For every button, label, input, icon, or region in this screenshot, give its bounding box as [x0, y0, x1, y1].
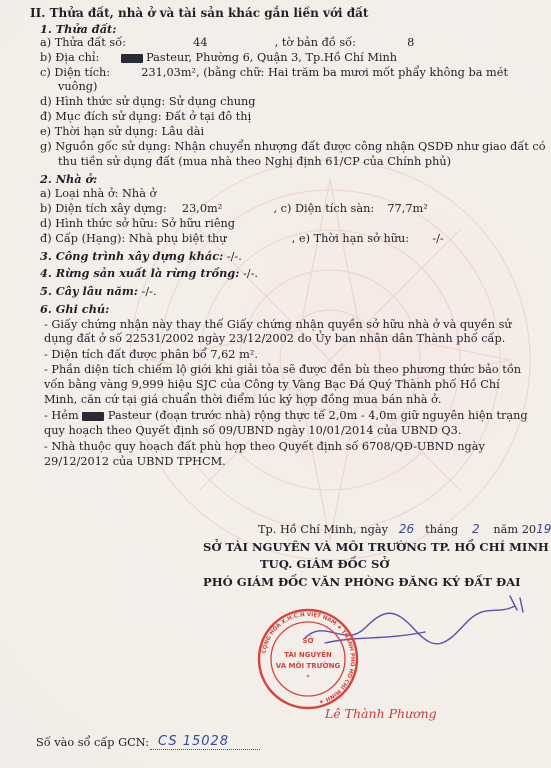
notes-heading: 6. Ghi chú: — [40, 302, 110, 316]
area-label: c) Diện tích: — [40, 66, 111, 79]
item-3-label: 3. Công trình xây dựng khác: — [40, 249, 224, 263]
issuing-org: SỞ TÀI NGUYÊN VÀ MÔI TRƯỜNG TP. HỒ CHÍ MINH — [203, 540, 549, 554]
section-title: II. Thửa đất, nhà ở và tài sản khác gắn liền với đất — [30, 6, 369, 20]
sign-month: 2 — [471, 522, 480, 536]
ownership-term-value: -/- — [432, 232, 444, 245]
land-heading: 1. Thửa đất: — [40, 22, 117, 36]
year-label: năm 20 — [493, 523, 537, 536]
item-3 — [40, 249, 242, 264]
note-line: Minh, căn cứ tại giá chuẩn thời điểm lúc ký hợp đồng mua bán nhà ở. — [44, 393, 442, 406]
svg-text:TÀI NGUYÊN: TÀI NGUYÊN — [284, 651, 332, 659]
place-date — [258, 522, 551, 537]
note-alley-prefix: - Hẻm — [44, 409, 79, 422]
note-line: quy hoạch theo Quyết định số 09/UBND ngày 10/01/2014 của UBND Q3. — [44, 424, 462, 437]
note-line: - Nhà thuộc quy hoạch đất phù hợp theo Quyết định số 6708/QĐ-UBND ngày — [44, 440, 485, 453]
redacted-house-number — [121, 54, 143, 63]
built-area-label: b) Diện tích xây dựng: — [40, 202, 167, 215]
plot-number: 44 — [193, 36, 208, 49]
area-row — [40, 66, 508, 80]
item-5-label: 5. Cây lâu năm: — [40, 284, 138, 298]
sign-day: 26 — [398, 522, 415, 536]
plot-number-row — [40, 36, 414, 50]
map-number-label: , tờ bản đồ số: — [274, 36, 356, 49]
register-dotted-line — [150, 749, 260, 750]
note-line: - Giấy chứng nhận này thay thế Giấy chứng nhận quyền sở hữu nhà ở và quyền sử — [44, 318, 512, 331]
floor-area-label: , c) Diện tích sàn: — [273, 202, 375, 215]
address-value: Pasteur, Phường 6, Quận 3, Tp.Hồ Chí Minh — [146, 51, 398, 64]
register-number: CS 15028 — [158, 734, 230, 749]
address-row — [40, 51, 397, 65]
svg-text:VÀ MÔI TRƯỜNG: VÀ MÔI TRƯỜNG — [275, 662, 341, 670]
month-label: tháng — [425, 523, 459, 536]
grade: đ) Cấp (Hạng): Nhà phụ biệt thự — [40, 232, 227, 245]
use-origin: g) Nguồn gốc sử dụng: Nhận chuyển nhượng đất được công nhận QSDĐ như giao đất có — [40, 140, 546, 153]
place-date-prefix: Tp. Hồ Chí Minh, ngày — [258, 523, 388, 536]
use-form: d) Hình thức sử dụng: Sử dụng chung — [40, 95, 256, 108]
signer-title: PHÓ GIÁM ĐỐC VĂN PHÒNG ĐĂNG KÝ ĐẤT ĐAI — [203, 575, 521, 589]
redacted-alley-number — [82, 412, 104, 421]
note-alley-text: Pasteur (đoạn trước nhà) rộng thực tế 2,0m - 4,0m giữ nguyên hiện trạng — [107, 409, 528, 422]
address-label: b) Địa chỉ: — [40, 51, 100, 64]
item-3-value: -/-. — [226, 250, 242, 263]
use-purpose: đ) Mục đích sử dụng: Đất ở tại đô thị — [40, 110, 252, 123]
svg-text:CỘNG HÒA X.H.C.N VIỆT NAM ★ TH: CỘNG HÒA X.H.C.N VIỆT NAM ★ THÀNH PHỐ HỒ CHÍ MINH ★ — [261, 611, 356, 705]
note-line: vốn bằng vàng 9,999 hiệu SJC của Công ty Vàng Bạc Đá Quý Thành phố Hồ Chí — [44, 378, 500, 391]
house-type: a) Loại nhà ở: Nhà ở — [40, 187, 157, 200]
svg-text:*: * — [306, 674, 310, 681]
house-heading: 2. Nhà ở: — [40, 172, 98, 186]
floor-area-value: 77,7m² — [387, 202, 428, 215]
note-line: 29/12/2012 của UBND TPHCM. — [44, 455, 226, 468]
ownership: d) Hình thức sở hữu: Sở hữu riêng — [40, 217, 236, 230]
signer-name: Lê Thành Phương — [325, 706, 437, 721]
item-5 — [40, 284, 157, 299]
item-4 — [40, 266, 258, 281]
map-number: 8 — [407, 36, 415, 49]
built-area-row — [40, 202, 428, 216]
plot-number-label: a) Thửa đất số: — [40, 36, 126, 49]
official-stamp — [256, 607, 360, 711]
svg-text:SỞ: SỞ — [302, 637, 314, 645]
use-origin-cont: thu tiền sử dụng đất (mua nhà theo Nghị định 61/CP của Chính phủ) — [58, 155, 452, 168]
item-4-value: -/-. — [242, 267, 258, 280]
register-label: Số vào sổ cấp GCN: — [36, 736, 150, 749]
item-5-value: -/-. — [141, 285, 157, 298]
note-line: - Diện tích đất được phân bổ 7,62 m². — [44, 348, 258, 361]
grade-row — [40, 232, 444, 246]
sign-year: 19 — [536, 522, 551, 536]
authorization: TUQ. GIÁM ĐỐC SỞ — [260, 557, 390, 571]
use-term: e) Thời hạn sử dụng: Lâu dài — [40, 125, 205, 138]
area-value: 231,03m², (bằng chữ: Hai trăm ba mươi mốt phẩy không ba mét — [141, 66, 508, 79]
area-value-cont: vuông) — [58, 80, 98, 93]
ownership-term-label: , e) Thời hạn sở hữu: — [291, 232, 410, 245]
note-line: - Phần diện tích chiếm lộ giới khi giải tỏa sẽ được đền bù theo phương thức bảo tồn — [44, 363, 522, 376]
note-alley-row — [44, 409, 528, 423]
built-area-value: 23,0m² — [181, 202, 223, 215]
item-4-label: 4. Rừng sản xuất là rừng trồng: — [40, 266, 240, 280]
note-line: dụng đất ở số 22531/2002 ngày 23/12/2002 do Ủy ban nhân dân Thành phố cấp. — [44, 332, 506, 345]
